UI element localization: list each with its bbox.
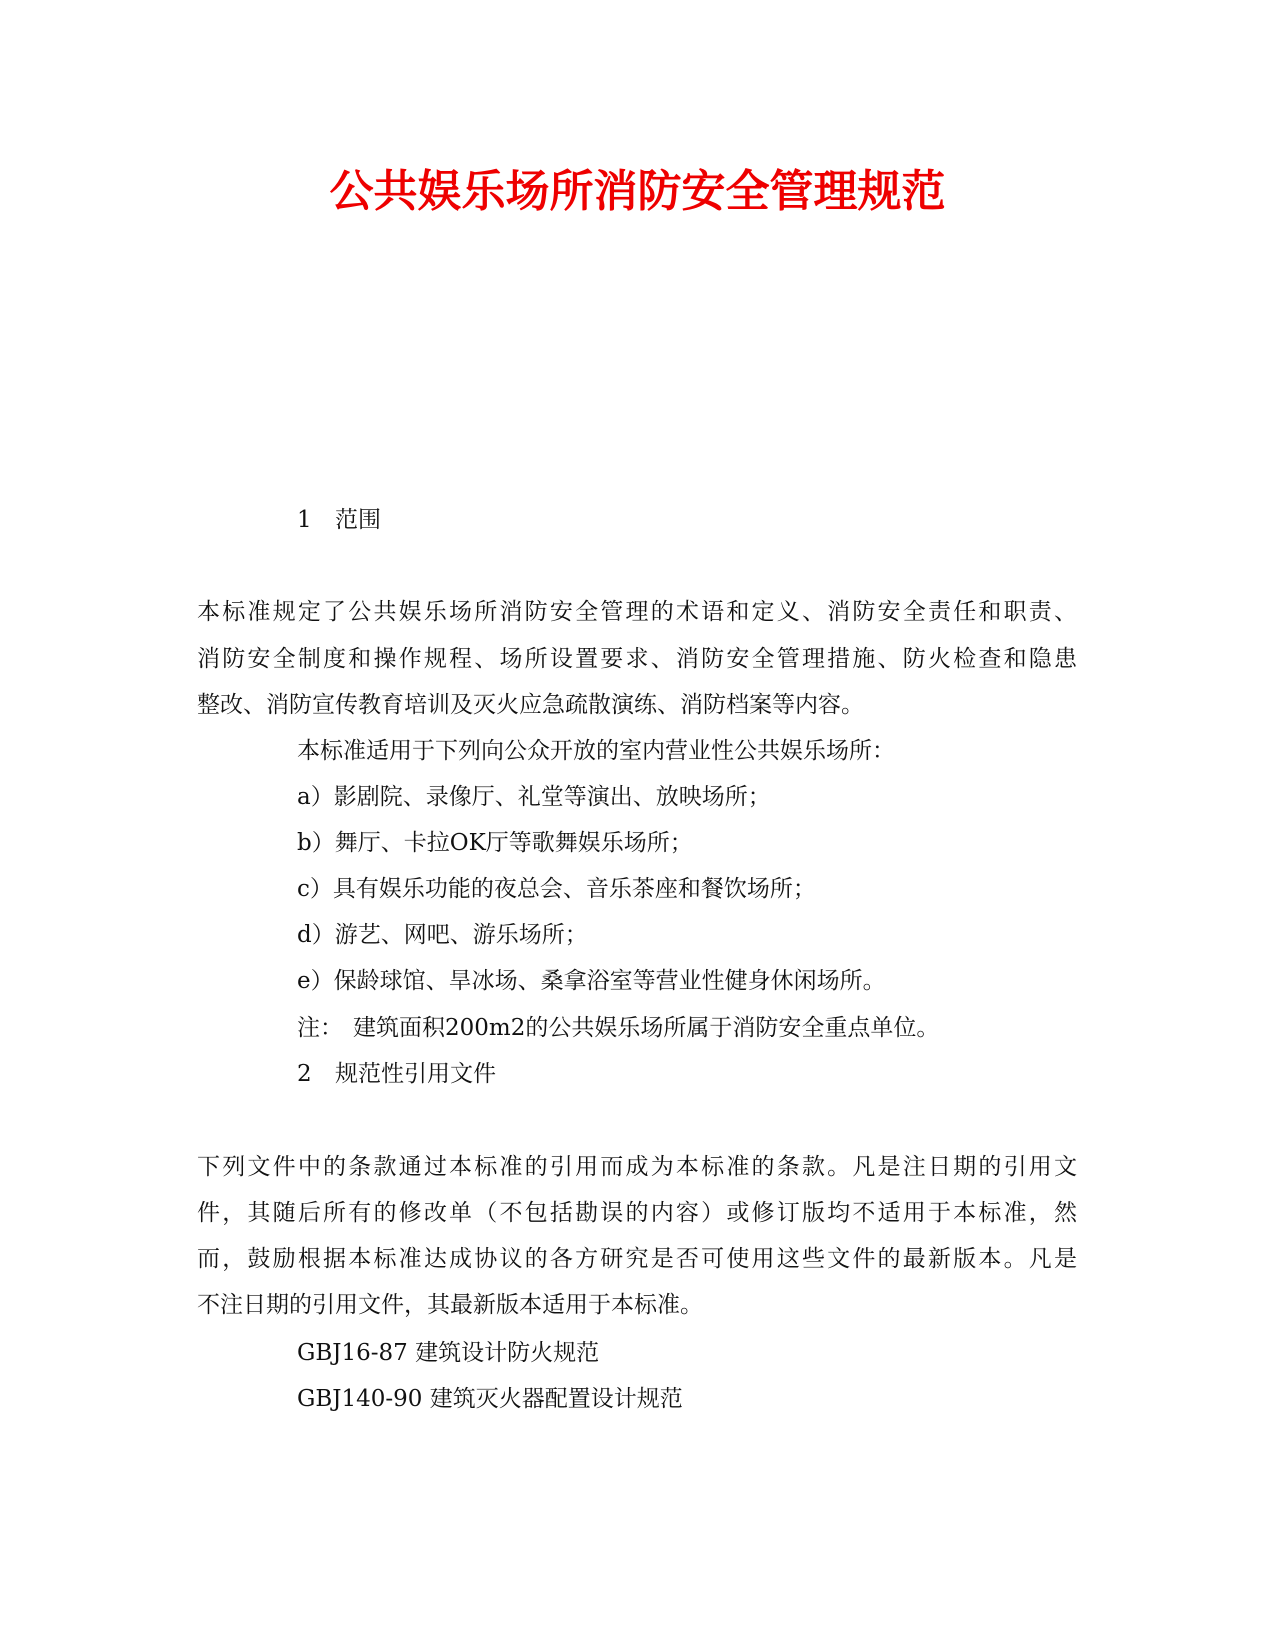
page-title: 公共娱乐场所消防安全管理规范	[329, 166, 946, 217]
section-2-paragraph-line: 下列文件中的条款通过本标准的引用而成为本标准的条款。凡是注日期的引用文	[197, 1154, 1077, 1180]
section-1-paragraph-line: 消防安全制度和操作规程、场所设置要求、消防安全管理措施、防火检查和隐患	[197, 646, 1077, 672]
scope-item: e）保龄球馆、旱冰场、桑拿浴室等营业性健身休闲场所。	[297, 968, 886, 994]
reference-item: GBJ16-87 建筑设计防火规范	[297, 1340, 600, 1366]
reference-item: GBJ140-90 建筑灭火器配置设计规范	[297, 1386, 683, 1412]
scope-item: a）影剧院、录像厅、礼堂等演出、放映场所；	[297, 784, 771, 810]
section-2-heading	[297, 1059, 496, 1089]
section-1-title: 范围	[335, 507, 381, 533]
scope-intro: 本标准适用于下列向公众开放的室内营业性公共娱乐场所：	[297, 738, 895, 764]
section-2-paragraph-line: 而，鼓励根据本标准达成协议的各方研究是否可使用这些文件的最新版本。凡是	[197, 1246, 1077, 1272]
scope-item: c）具有娱乐功能的夜总会、音乐茶座和餐饮场所；	[297, 876, 816, 902]
section-1-paragraph-line: 整改、消防宣传教育培训及灭火应急疏散演练、消防档案等内容。	[197, 692, 864, 718]
section-1-number: 1	[297, 507, 312, 533]
section-2-title: 规范性引用文件	[335, 1061, 496, 1087]
section-1-paragraph-line: 本标准规定了公共娱乐场所消防安全管理的术语和定义、消防安全责任和职责、	[197, 599, 1077, 625]
note-label: 注：	[297, 1015, 343, 1041]
scope-item: d）游艺、网吧、游乐场所；	[297, 922, 588, 948]
section-2-paragraph-line: 件，其随后所有的修改单（不包括勘误的内容）或修订版均不适用于本标准，然	[197, 1200, 1077, 1226]
note-text: 建筑面积200m2的公共娱乐场所属于消防安全重点单位。	[353, 1015, 940, 1041]
section-2-number: 2	[297, 1061, 312, 1087]
scope-note	[297, 1013, 939, 1043]
section-1-heading	[297, 505, 381, 535]
scope-item: b）舞厅、卡拉OK厅等歌舞娱乐场所；	[297, 830, 693, 856]
section-2-paragraph-line: 不注日期的引用文件，其最新版本适用于本标准。	[197, 1292, 703, 1318]
